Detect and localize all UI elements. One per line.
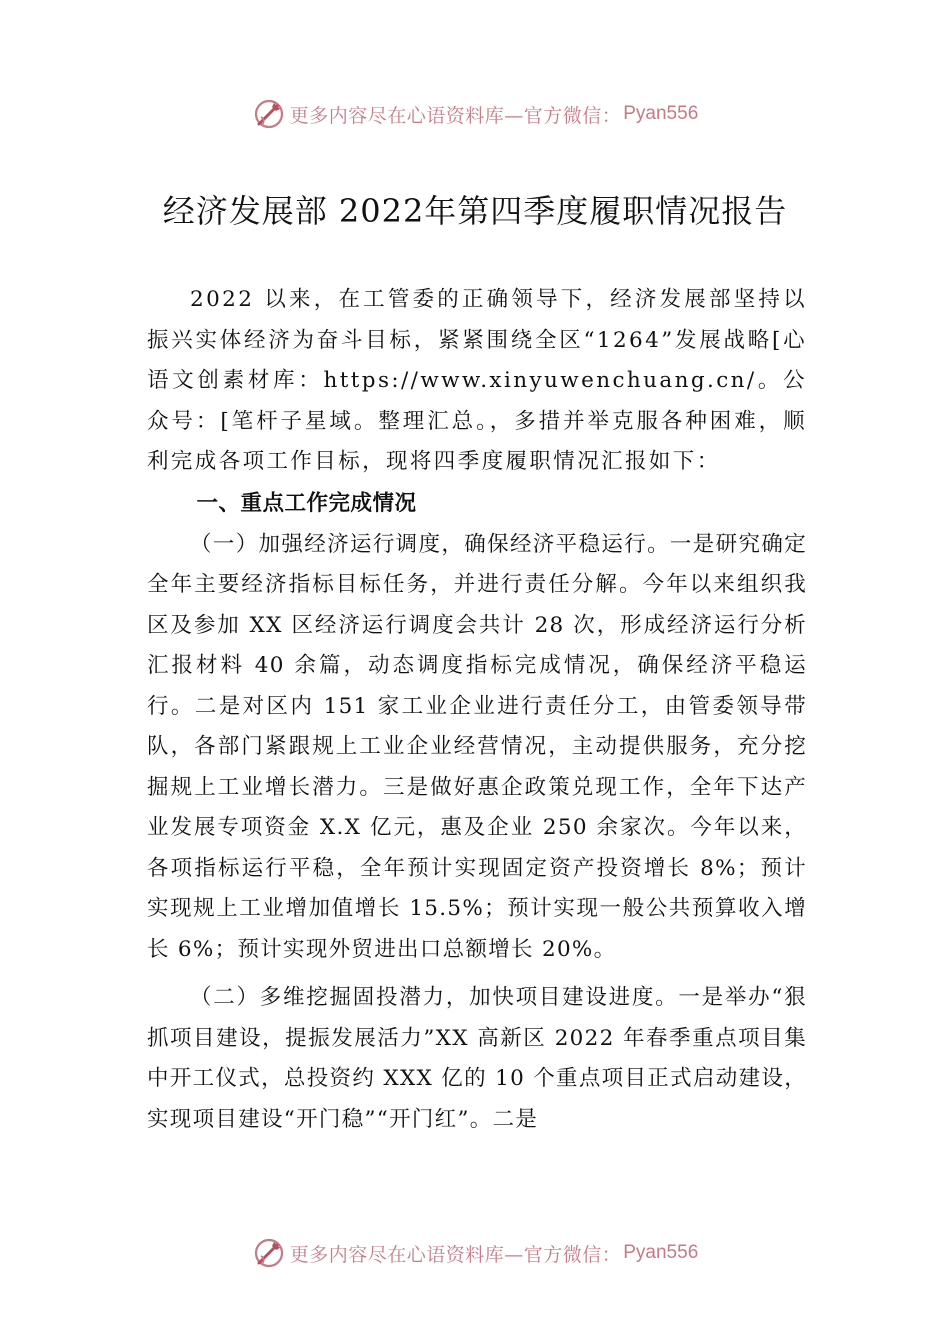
banner-slogan: 更多内容尽在心语资料库—官方微信： [289,104,622,127]
banner-slogan: 更多内容尽在心语资料库—官方微信： [289,1243,622,1266]
paragraph-1: （一）加强经济运行调度，确保经济平稳运行。一是研究确定全年主要经济指标目标任务，并进行责任分解。今年以来组织我区及参加 XX 区经济运行调度会共计 28 次，形成经济运行分析汇报材料 40 余篇，动态调度指标完成情况，确保经济平稳运行。二是对区内 151 家工业企业进行责任分工，由管委领导带队，各部门紧跟规上工业企业经营情况，主动提供服务，充分挖掘规上工业增长潜力。三是做好惠企政策兑现工作，全年下达产业发展专项资金 X.X 亿元，惠及企业 250 余家次。今年以来，各项指标运行平稳，全年预计实现固定资产投资增长 8%；预计实现规上工业增加值增长 15.5%；预计实现一般公共预算收入增长 6%；预计实现外贸进出口总额增长 20%。 [147,531,807,962]
footer-watermark-banner [0,1233,950,1273]
section-heading-1: 一、重点工作完成情况 [196,490,417,516]
banner-wechat-handle: Pyan556 [623,1242,699,1263]
banner-wechat-handle: Pyan556 [623,103,699,124]
paragraph-2: （二）多维挖掘固投潜力，加快项目建设进度。一是举办“狠抓项目建设，提振发展活力”XX 高新区 2022 年春季重点项目集中开工仪式，总投资约 XXX 亿的 10 个重点项目正式启动建设，实现项目建设“开门稳”“开门红”。二是 [147,985,807,1132]
brush-logo-icon [252,1236,286,1270]
document-body [147,280,807,1140]
brush-logo-icon [252,97,286,131]
document-title: 经济发展部 2022年第四季度履职情况报告 [162,192,788,230]
header-watermark-banner [0,94,950,134]
intro-paragraph: 2022 以来，在工管委的正确领导下，经济发展部坚持以振兴实体经济为奋斗目标，紧紧围绕全区“1264”发展战略[心语文创素材库：https://www.xinyuwenchuang.cn/。公众号：[笔杆子星域。整理汇总。，多措并举克服各种困难，顺利完成各项工作目标，现将四季度履职情况汇报如下： [147,287,807,474]
